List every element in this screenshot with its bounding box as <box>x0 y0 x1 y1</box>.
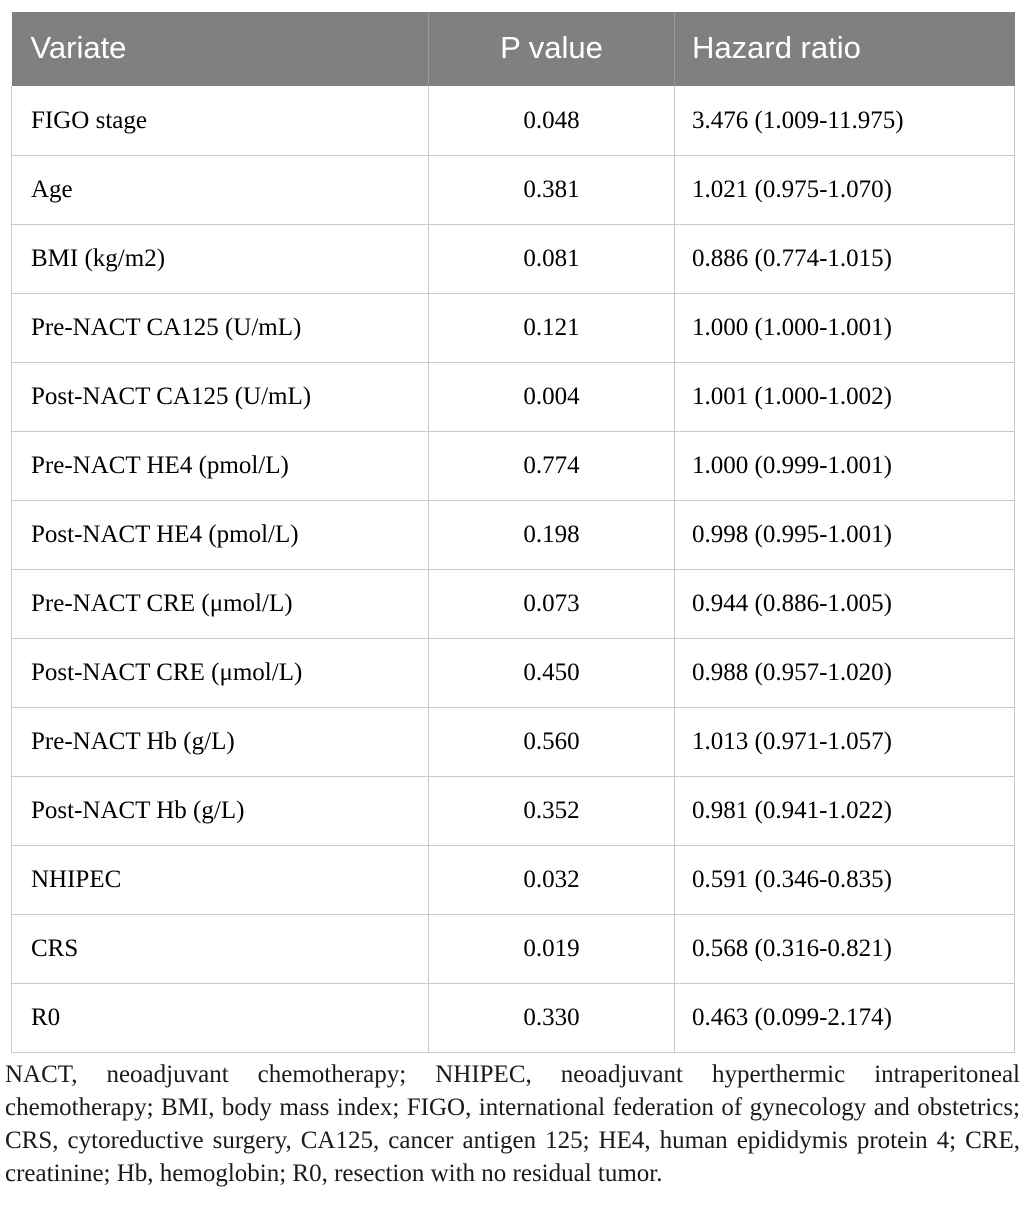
cell-hazard-ratio: 0.591 (0.346-0.835) <box>675 845 1015 914</box>
cell-variate: Post-NACT CRE (μmol/L) <box>12 638 429 707</box>
table-row <box>12 914 1015 983</box>
table-row <box>12 362 1015 431</box>
cell-hazard-ratio: 0.944 (0.886-1.005) <box>675 569 1015 638</box>
statistics-table <box>11 12 1015 1053</box>
cell-hazard-ratio: 0.568 (0.316-0.821) <box>675 914 1015 983</box>
table-header <box>12 12 1015 86</box>
table-row <box>12 431 1015 500</box>
cell-hazard-ratio: 0.988 (0.957-1.020) <box>675 638 1015 707</box>
cell-hazard-ratio: 0.463 (0.099-2.174) <box>675 983 1015 1052</box>
cell-variate: BMI (kg/m2) <box>12 224 429 293</box>
table-row <box>12 776 1015 845</box>
table-footnote: NACT, neoadjuvant chemotherapy; NHIPEC, neoadjuvant hyperthermic intraperitoneal chemotherapy; BMI, body mass index; FIGO, international federation of gynecology and obstetrics; CRS, cytoreductive surgery, CA125, cancer antigen 125; HE4, human epididymis protein 4; CRE, creatinine; Hb, hemoglobin; R0, resection with no residual tumor. <box>5 1061 1020 1187</box>
cell-variate: Post-NACT CA125 (U/mL) <box>12 362 429 431</box>
table-row <box>12 155 1015 224</box>
table-row <box>12 224 1015 293</box>
cell-variate: R0 <box>12 983 429 1052</box>
cell-variate: Pre-NACT CA125 (U/mL) <box>12 293 429 362</box>
cell-p-value: 0.330 <box>429 983 675 1052</box>
header-row <box>12 12 1015 86</box>
cell-p-value: 0.381 <box>429 155 675 224</box>
column-header-p-value: P value <box>429 12 675 86</box>
table-row <box>12 638 1015 707</box>
cell-variate: Pre-NACT Hb (g/L) <box>12 707 429 776</box>
cell-variate: Post-NACT HE4 (pmol/L) <box>12 500 429 569</box>
column-header-variate: Variate <box>12 12 429 86</box>
cell-p-value: 0.121 <box>429 293 675 362</box>
table-body <box>12 86 1015 1052</box>
cell-variate: Post-NACT Hb (g/L) <box>12 776 429 845</box>
cell-p-value: 0.352 <box>429 776 675 845</box>
column-header-hazard-ratio: Hazard ratio <box>675 12 1015 86</box>
cell-p-value: 0.048 <box>429 86 675 155</box>
cell-p-value: 0.198 <box>429 500 675 569</box>
table-row <box>12 293 1015 362</box>
cell-p-value: 0.032 <box>429 845 675 914</box>
table-row <box>12 707 1015 776</box>
cell-p-value: 0.073 <box>429 569 675 638</box>
table-row <box>12 500 1015 569</box>
cell-hazard-ratio: 0.998 (0.995-1.001) <box>675 500 1015 569</box>
cell-p-value: 0.004 <box>429 362 675 431</box>
cell-p-value: 0.774 <box>429 431 675 500</box>
table-row <box>12 845 1015 914</box>
cell-p-value: 0.019 <box>429 914 675 983</box>
cell-hazard-ratio: 0.981 (0.941-1.022) <box>675 776 1015 845</box>
table-row <box>12 983 1015 1052</box>
cell-hazard-ratio: 1.000 (0.999-1.001) <box>675 431 1015 500</box>
cell-p-value: 0.450 <box>429 638 675 707</box>
cell-variate: Pre-NACT HE4 (pmol/L) <box>12 431 429 500</box>
table-row <box>12 86 1015 155</box>
cell-variate: FIGO stage <box>12 86 429 155</box>
cell-hazard-ratio: 3.476 (1.009-11.975) <box>675 86 1015 155</box>
cell-variate: Age <box>12 155 429 224</box>
cell-hazard-ratio: 1.021 (0.975-1.070) <box>675 155 1015 224</box>
cell-variate: CRS <box>12 914 429 983</box>
cell-hazard-ratio: 1.013 (0.971-1.057) <box>675 707 1015 776</box>
cell-variate: NHIPEC <box>12 845 429 914</box>
statistics-table-container <box>11 12 1014 1053</box>
table-row <box>12 569 1015 638</box>
cell-p-value: 0.560 <box>429 707 675 776</box>
cell-hazard-ratio: 0.886 (0.774-1.015) <box>675 224 1015 293</box>
cell-hazard-ratio: 1.000 (1.000-1.001) <box>675 293 1015 362</box>
cell-variate: Pre-NACT CRE (μmol/L) <box>12 569 429 638</box>
cell-hazard-ratio: 1.001 (1.000-1.002) <box>675 362 1015 431</box>
cell-p-value: 0.081 <box>429 224 675 293</box>
